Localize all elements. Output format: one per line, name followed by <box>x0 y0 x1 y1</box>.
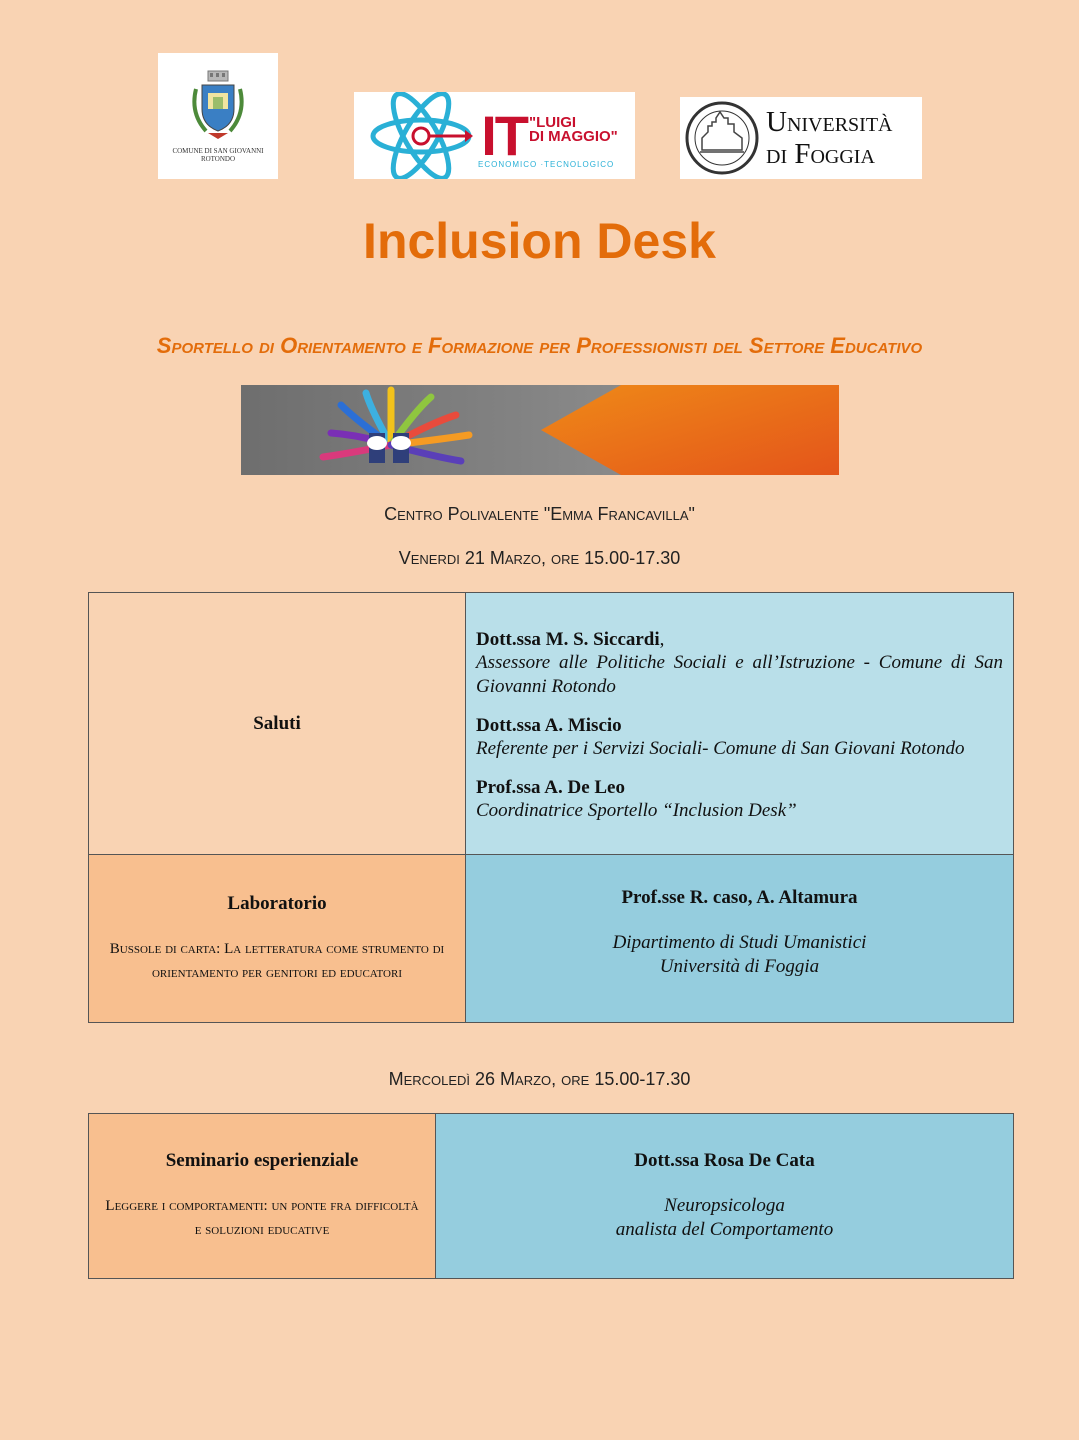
venue: Centro Polivalente "Emma Francavilla" <box>384 504 695 524</box>
speaker-name: Dott.ssa Rosa De Cata <box>634 1150 815 1171</box>
it-mark: IT <box>481 103 527 167</box>
row-title: Seminario esperienziale <box>165 1150 359 1171</box>
it-name-line1: "LUIGI <box>528 113 577 131</box>
speaker-name-suffix: , <box>659 628 665 650</box>
laboratorio-speaker-cell <box>466 855 1014 1023</box>
speaker <box>476 777 1003 823</box>
unifg-logo <box>680 97 922 179</box>
table-row <box>89 593 1014 855</box>
speaker <box>476 715 1003 761</box>
speaker-role: Assessore alle Politiche Sociali e all’Istruzione - Comune di San Giovanni Rotondo <box>476 651 1003 697</box>
row-title: Saluti <box>253 712 301 734</box>
speaker-role: Neuropsicologa <box>664 1195 785 1216</box>
speaker-role: Coordinatrice Sportello “Inclusion Desk” <box>476 799 797 821</box>
row-topic: Bussole di carta: La letteratura come strumento di orientamento per genitori ed educatori <box>109 940 445 981</box>
session1-date: Venerdi 21 Marzo, ore 15.00-17.30 <box>398 548 681 568</box>
page-title: Inclusion Desk <box>363 213 716 269</box>
speaker-affiliation: Università di Foggia <box>659 955 820 977</box>
speaker-role: Dipartimento di Studi Umanistici <box>612 931 867 953</box>
page-subtitle: Sportello di Orientamento e Formazione per Professionisti del Settore Educativo <box>156 333 923 358</box>
speaker-name: Prof.sse R. caso, A. Altamura <box>621 886 858 908</box>
session1-table <box>88 592 1014 1023</box>
session2-date: Mercoledì 26 Marzo, ore 15.00-17.30 <box>388 1069 691 1089</box>
speaker-role-2: analista del Comportamento <box>615 1219 834 1240</box>
saluti-cell <box>89 593 466 855</box>
table-row <box>89 855 1014 1023</box>
speaker-name: Dott.ssa M. S. Siccardi <box>476 628 660 650</box>
speakers-cell <box>466 593 1014 855</box>
it-luigi-di-maggio-logo <box>354 92 635 179</box>
laboratorio-cell <box>89 855 466 1023</box>
seminario-speaker-cell <box>436 1114 1014 1279</box>
seminario-cell <box>89 1114 436 1279</box>
row-topic: Leggere i comportamenti: un ponte fra difficoltà e soluzioni educative <box>105 1198 419 1238</box>
unifg-line1: Università <box>766 106 893 138</box>
comune-crest-icon <box>186 69 250 143</box>
atom-icon <box>367 92 477 179</box>
unifg-line2: di Foggia <box>766 138 875 170</box>
comune-caption: COMUNE DI SAN GIOVANNI ROTONDO <box>172 147 264 163</box>
speaker-name: Prof.ssa A. De Leo <box>476 776 625 798</box>
it-tagline: ECONOMICO ·TECNOLOGICO <box>478 160 615 169</box>
banner-image <box>241 385 839 475</box>
session2-table <box>88 1113 1014 1279</box>
row-title: Laboratorio <box>227 892 327 914</box>
comune-logo <box>158 53 278 179</box>
it-name-line2: DI MAGGIO" <box>528 127 618 145</box>
speaker-name: Dott.ssa A. Miscio <box>476 714 622 736</box>
university-seal-icon <box>684 100 760 176</box>
speaker <box>476 629 1003 699</box>
table-row <box>89 1114 1014 1279</box>
speaker-role: Referente per i Servizi Sociali- Comune di San Giovani Rotondo <box>476 737 965 759</box>
